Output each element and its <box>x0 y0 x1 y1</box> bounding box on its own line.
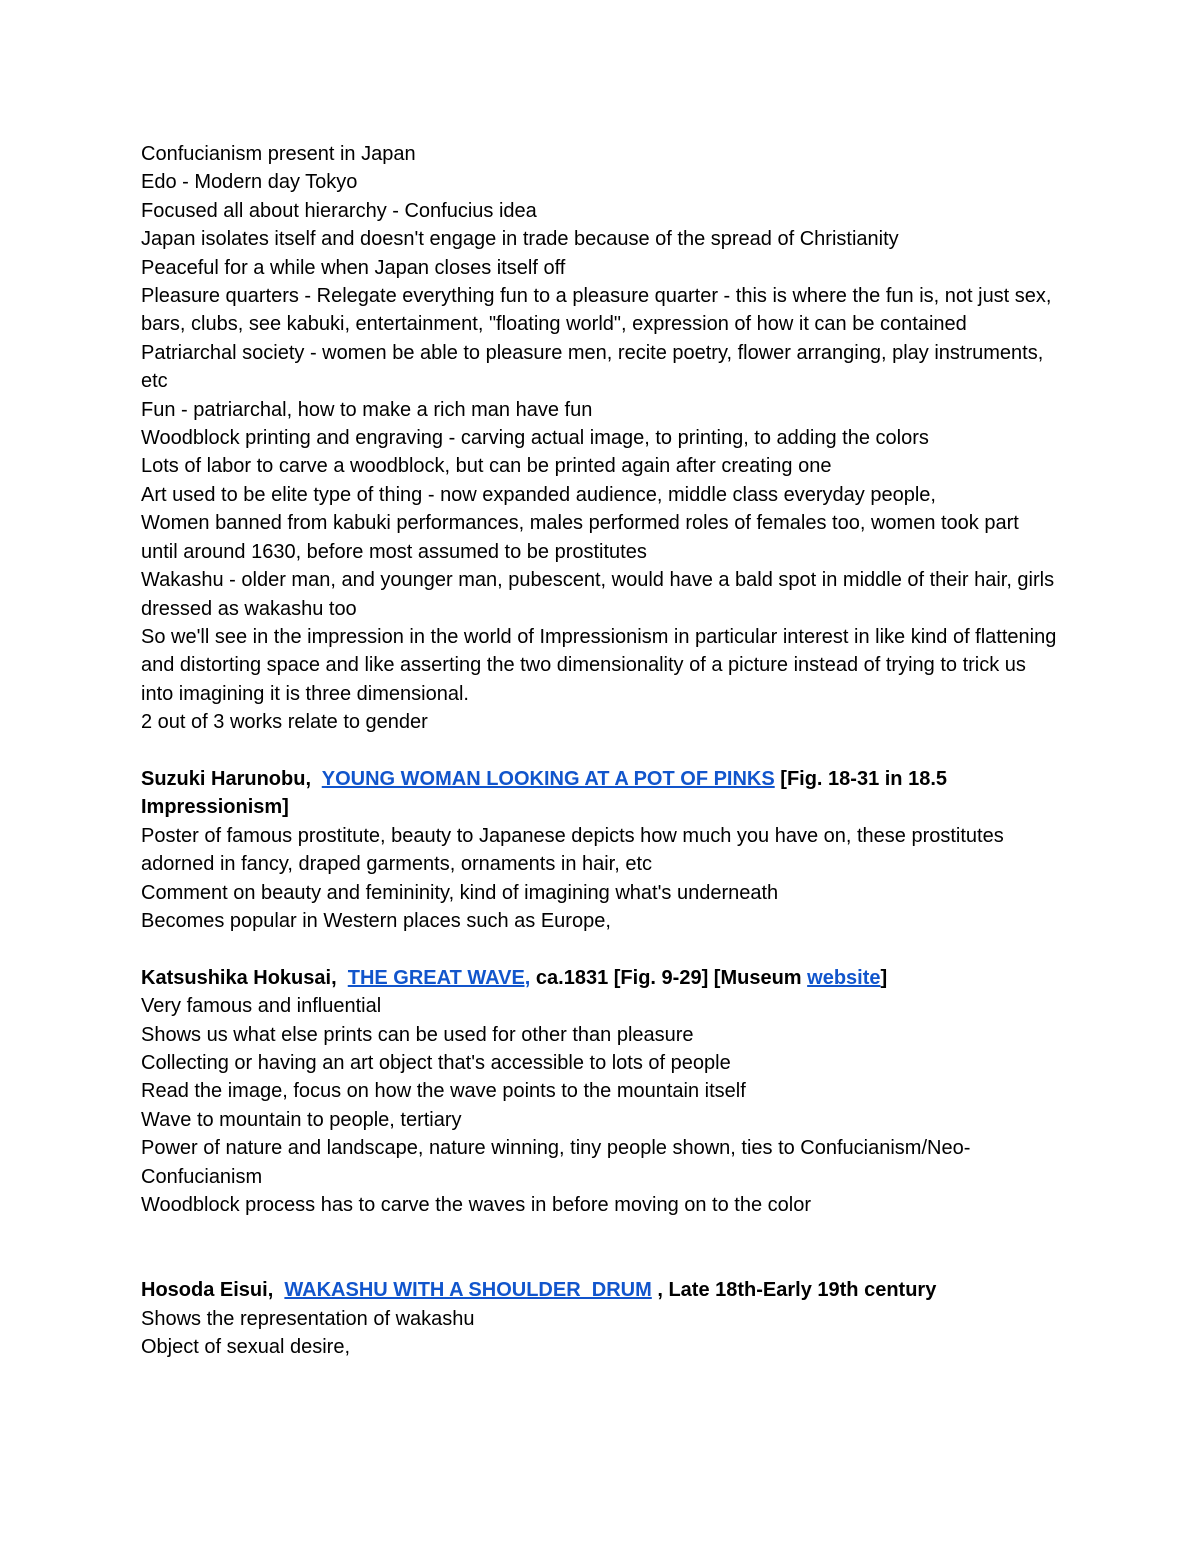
spacer <box>141 1219 1061 1276</box>
note-line: Fun - patriarchal, how to make a rich man have fun <box>141 398 593 421</box>
note-line: Shows us what else prints can be used for other than pleasure <box>141 1023 694 1046</box>
note-line: Read the image, focus on how the wave points to the mountain itself <box>141 1080 746 1103</box>
note-line: Shows the representation of wakashu <box>141 1307 475 1330</box>
museum-website-link[interactable]: website <box>807 966 881 989</box>
note-line: Becomes popular in Western places such as Europe, <box>141 909 611 932</box>
artist-name: Hosoda Eisui, <box>141 1279 274 1302</box>
artwork-link-wakashu[interactable]: WAKASHU WITH A SHOULDER_DRUM <box>284 1279 652 1302</box>
figure-reference: [Fig. 18-31 in 18.5 Impressionism] <box>141 767 948 819</box>
section-hokusai <box>141 964 1061 1220</box>
note-line: Focused all about hierarchy - Confucius idea <box>141 199 537 222</box>
note-line: Women banned from kabuki performances, males performed roles of females too, women took part until around 1630, before most assumed to be prostitutes <box>141 512 1019 563</box>
note-line: Collecting or having an art object that's accessible to lots of people <box>141 1051 731 1074</box>
note-line: Woodblock process has to carve the waves in before moving on to the color <box>141 1194 811 1216</box>
section-harunobu <box>141 765 1061 935</box>
artist-name: Katsushika Hokusai, <box>141 966 337 989</box>
artist-name: Suzuki Harunobu, <box>141 767 311 790</box>
note-line: Confucianism present in Japan <box>141 143 416 165</box>
artwork-heading <box>141 765 1061 822</box>
note-line: Poster of famous prostitute, beauty to Japanese depicts how much you have on, these prostitutes adorned in fancy, draped garments, ornaments in hair, etc <box>141 824 1004 876</box>
note-line: 2 out of 3 works relate to gender <box>141 711 428 734</box>
note-line: Edo - Modern day Tokyo <box>141 171 358 194</box>
note-line: Art used to be elite type of thing - now expanded audience, middle class everyday people, <box>141 483 936 506</box>
artwork-heading <box>141 964 1061 992</box>
note-line: Wave to mountain to people, tertiary <box>141 1108 462 1131</box>
note-line: Power of nature and landscape, nature winning, tiny people shown, ties to Confucianism/Neo-Confucianism <box>141 1137 971 1188</box>
artwork-link-great-wave[interactable]: THE GREAT WAVE, <box>347 966 531 989</box>
note-line: Object of sexual desire, <box>141 1336 350 1359</box>
note-line: Pleasure quarters - Relegate everything fun to a pleasure quarter - this is where the fun is, not just sex, bars, clubs, see kabuki, entertainment, "floating world", expression of how it can be contained <box>141 285 1052 336</box>
note-line: Patriarchal society - women be able to pleasure men, recite poetry, flower arranging, play instruments, etc <box>141 341 1044 393</box>
spacer <box>141 737 1061 765</box>
note-line: Woodblock printing and engraving - carving actual image, to printing, to adding the colors <box>141 427 929 450</box>
artwork-heading <box>141 1276 1061 1304</box>
artwork-link-young-woman[interactable]: YOUNG WOMAN LOOKING AT A POT OF PINKS <box>321 767 775 790</box>
figure-reference: ca.1831 [Fig. 9-29] [Museum <box>535 966 802 989</box>
note-line: Japan isolates itself and doesn't engage in trade because of the spread of Christianity <box>141 228 899 251</box>
note-line: So we'll see in the impression in the world of Impressionism in particular interest in like kind of flattening and distorting space and like asserting the two dimensionality of a picture instead of trying to trick us into imagining it is three dimensional. <box>141 625 1057 705</box>
note-line: Comment on beauty and femininity, kind of imagining what's underneath <box>141 881 779 904</box>
document-page <box>141 140 1061 1361</box>
note-line: Lots of labor to carve a woodblock, but can be printed again after creating one <box>141 455 832 478</box>
intro-notes <box>141 140 1061 737</box>
date-reference: , Late 18th-Early 19th century <box>657 1279 937 1302</box>
bracket-close: ] <box>880 966 888 989</box>
spacer <box>141 935 1061 963</box>
note-line: Peaceful for a while when Japan closes itself off <box>141 256 566 279</box>
note-line: Very famous and influential <box>141 995 382 1018</box>
note-line: Wakashu - older man, and younger man, pubescent, would have a bald spot in middle of their hair, girls dressed as wakashu too <box>141 569 1055 620</box>
section-eisui <box>141 1276 1061 1361</box>
